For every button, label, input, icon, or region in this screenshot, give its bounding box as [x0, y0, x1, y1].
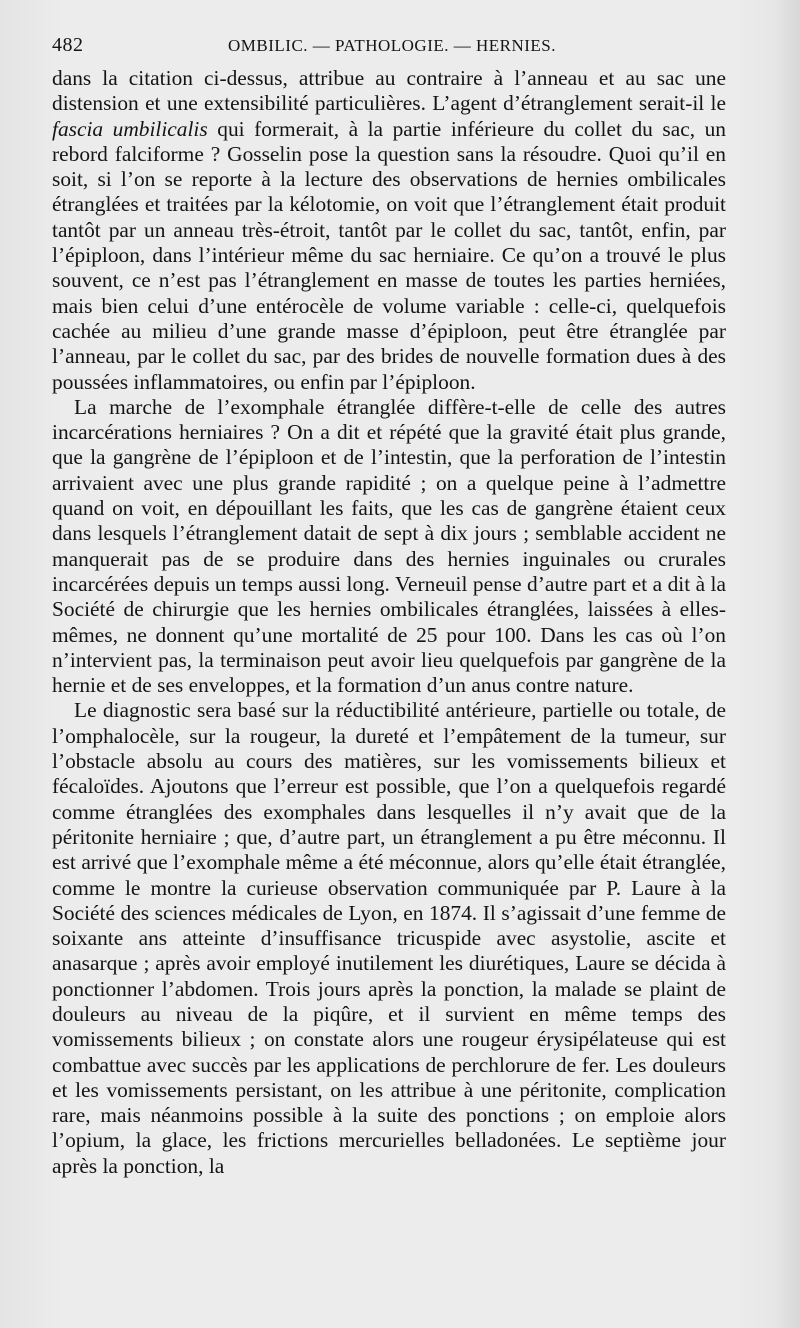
page-number: 482 — [52, 34, 84, 56]
paragraph-2 — [52, 395, 726, 699]
text-run: dans la citation ci-dessus, attribue au contraire à l’anneau et au sac une distension et une extensibilité particulières. L’agent d’étranglement serait-il le — [52, 66, 726, 116]
paragraph-3 — [52, 698, 726, 1179]
running-title: OMBILIC. — PATHOLOGIE. — HERNIES. — [228, 36, 557, 55]
body-text — [52, 66, 726, 1179]
text-run: qui formerait, à la partie inférieure du collet du sac, un rebord falciforme ? Gosselin pose la question sans la résoudre. Quoi qu’il en soit, si l’on se reporte à la lecture des observations de hernies ombilicales étranglées et traitées par la kélotomie, on voit que l’étranglement était produit tantôt par un anneau très-étroit, tantôt par le collet du sac, tantôt, enfin, par l’épiploon, dans l’intérieur même du sac herniaire. Ce qu’on a trouvé le plus souvent, ce n’est pas l’étranglement en masse de toutes les parties herniées, mais bien celui d’une entérocèle de volume variable : celle-ci, quelquefois cachée au milieu d’une grande masse d’épiploon, peut être étranglée par l’anneau, par le collet du sac, par des brides de nouvelle formation dues à des poussées inflammatoires, ou enfin par l’épiploon. — [52, 116, 726, 394]
running-head — [52, 34, 724, 64]
text-run: La marche de l’exomphale étranglée diffère-t-elle de celle des autres incarcérations herniaires ? On a dit et répété que la gravité était plus grande, que la gangrène de l’épiploon et de l’intestin, que la perforation de l’intestin arrivaient avec une plus grande rapidité ; on a quelque peine à l’admettre quand on voit, en dépouillant les faits, que les cas de gangrène étaient ceux dans lesquels l’étranglement datait de sept à dix jours ; semblable accident ne manquerait pas de se produire dans des hernies inguinales ou crurales incarcérées depuis un temps aussi long. Verneuil pense d’autre part et a dit à la Société de chirurgie que les hernies ombilicales étranglées, laissées à elles-mêmes, ne donnent qu’une mortalité de 25 pour 100. Dans les cas où l’on n’intervient pas, la terminaison peut avoir lieu quelquefois par gangrène de la hernie et de ses enveloppes, et la formation d’un anus contre nature. — [52, 394, 726, 698]
text-run: Le diagnostic sera basé sur la réductibilité antérieure, partielle ou totale, de l’omphalocèle, sur la rougeur, la dureté et l’empâtement de la tumeur, sur l’obstacle absolu au cours des matières, sur les vomissements bilieux et fécaloïdes. Ajoutons que l’erreur est possible, que l’on a quelquefois regardé comme étranglées des exomphales dans lesquelles il n’y avait que de la péritonite herniaire ; que, d’autre part, un étranglement a pu être méconnu. Il est arrivé que l’exomphale même a été méconnue, alors qu’elle était étranglée, comme le montre la curieuse observation communiquée par P. Laure à la Société des sciences médicales de Lyon, en 1874. Il s’agissait d’une femme de soixante ans atteinte d’insuffisance tricuspide avec asystolie, ascite et anasarque ; après avoir employé inutilement les diurétiques, Laure se décida à ponctionner l’abdomen. Trois jours après la ponction, la malade se plaint de douleurs au niveau de la piqûre, et il survient en même temps des vomissements bilieux ; on constate alors une rougeur érysipélateuse qui est combattue avec succès par les applications de perchlorure de fer. Les douleurs et les vomissements persistant, on les attribue à une péritonite, complication rare, mais néanmoins possible à la suite des ponctions ; on emploie alors l’opium, la glace, les frictions mercurielles belladonées. Le septième jour après la ponction, la — [52, 698, 726, 1178]
italic-term: fascia umbilicalis — [52, 116, 208, 141]
paragraph-1 — [52, 66, 726, 395]
page-edge-shadow — [774, 0, 800, 1328]
